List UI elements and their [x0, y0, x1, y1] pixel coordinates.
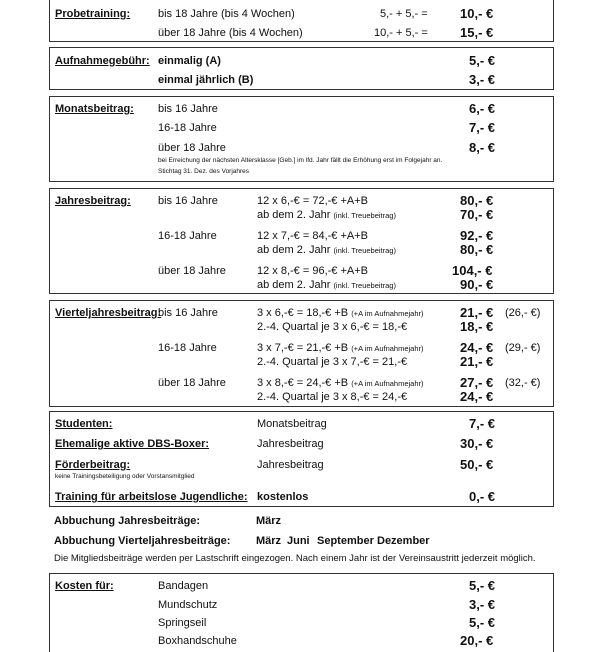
row-label: Förderbeitrag:	[55, 459, 131, 471]
calc-second-year-text: ab dem 2. Jahr	[257, 209, 331, 221]
calc-second-year-text: ab dem 2. Jahr	[257, 244, 331, 256]
age-group: 16-18 Jahre	[158, 230, 217, 242]
row-calc: 10,- + 5,- =	[374, 27, 428, 39]
admission-note: (+A im Aufnahmejahr)	[351, 309, 424, 318]
alt-price: (26,- €)	[505, 307, 541, 319]
section-label: Probetraining:	[55, 8, 131, 20]
debit-quarterly-label: Abbuchung Vierteljahresbeiträge:	[54, 535, 231, 547]
debit-annual-value: März	[256, 515, 282, 527]
calc-quarters: 2.-4. Quartal je 3 x 7,-€ = 21,-€	[257, 356, 408, 368]
row-price: 10,- €	[460, 6, 494, 21]
debit-month: September	[317, 535, 374, 547]
probetraining-section	[49, 0, 554, 42]
row-desc: einmal jährlich (B)	[158, 74, 254, 86]
item-name: Bandagen	[158, 580, 209, 592]
monatsbeitrag-section	[49, 96, 554, 182]
section-label: Vierteljahresbeitrag:	[55, 307, 162, 319]
loyalty-note: (inkl. Treuebeitrag)	[333, 211, 396, 220]
row-calc: 5,- + 5,- =	[380, 8, 428, 20]
row-desc: bis 16 Jahre	[158, 103, 218, 115]
row-sub: keine Trainingsbeteiligung oder Vorstansmitglied	[55, 473, 195, 480]
price-quarters: 24,- €	[460, 389, 494, 404]
price-quarters: 18,- €	[460, 319, 494, 334]
item-price: 5,- €	[469, 615, 496, 630]
age-group: bis 16 Jahre	[158, 195, 218, 207]
item-price: 5,- €	[469, 578, 496, 593]
age-note: bei Erreichung der nächsten Altersklasse [Geb.] im lfd. Jahr fällt die Erhöhung erst im Folgejahr an.	[158, 157, 443, 164]
row-price: 8,- €	[469, 140, 496, 155]
row-price: 3,- €	[469, 72, 496, 87]
price: 24,- €	[460, 340, 494, 355]
row-price: 6,- €	[469, 101, 496, 116]
kosten-section	[49, 573, 554, 652]
item-price: 20,- €	[460, 633, 494, 648]
debit-annual-label: Abbuchung Jahresbeiträge:	[54, 515, 201, 527]
calc-second-year-text: ab dem 2. Jahr	[257, 279, 331, 291]
price-second-year: 90,- €	[460, 277, 494, 292]
age-group: bis 16 Jahre	[158, 307, 218, 319]
calc-quarters: 2.-4. Quartal je 3 x 8,-€ = 24,-€	[257, 391, 408, 403]
row-price: 50,- €	[460, 457, 494, 472]
row-price: 7,- €	[469, 120, 496, 135]
row-price: 5,- €	[469, 53, 496, 68]
debit-month: Juni	[287, 535, 310, 547]
calc-quarters: 2.-4. Quartal je 3 x 6,-€ = 18,-€	[257, 321, 408, 333]
item-name: Mundschutz	[158, 599, 218, 611]
calc-second-year	[257, 279, 396, 292]
row-desc: bis 18 Jahre (bis 4 Wochen)	[158, 8, 295, 20]
item-name: Boxhandschuhe	[158, 635, 237, 647]
row-desc: Jahresbeitrag	[257, 459, 324, 471]
cutoff-note: Stichtag 31. Dez. des Vorjahres	[158, 168, 250, 175]
calc	[257, 307, 424, 320]
item-name: Springseil	[158, 617, 207, 629]
row-desc: kostenlos	[257, 491, 309, 503]
price-second-year: 80,- €	[460, 242, 494, 257]
debit-month: März	[256, 535, 282, 547]
row-price: 7,- €	[469, 416, 496, 431]
calc-second-year	[257, 244, 396, 257]
row-desc: über 18 Jahre (bis 4 Wochen)	[158, 27, 303, 39]
row-desc: Jahresbeitrag	[257, 438, 324, 450]
alt-price: (29,- €)	[505, 342, 541, 354]
price: 80,- €	[460, 193, 494, 208]
row-label: Ehemalige aktive DBS-Boxer:	[55, 438, 210, 450]
row-label: Studenten:	[55, 418, 113, 430]
calc	[257, 377, 424, 390]
age-group: über 18 Jahre	[158, 265, 226, 277]
debit-note: Die Mitgliedsbeiträge werden per Lastschrift eingezogen. Nach einem Jahr ist der Vereinsaustritt jederzeit möglich.	[54, 553, 536, 564]
calc-text: 3 x 6,-€ = 18,-€ +B	[257, 307, 349, 319]
calc: 12 x 8,-€ = 96,-€ +A+B	[257, 265, 368, 277]
section-label: Monatsbeitrag:	[55, 103, 134, 115]
alt-price: (32,- €)	[505, 377, 541, 389]
admission-note: (+A im Aufnahmejahr)	[351, 344, 424, 353]
loyalty-note: (inkl. Treuebeitrag)	[333, 281, 396, 290]
price: 27,- €	[460, 375, 494, 390]
row-desc: 16-18 Jahre	[158, 122, 217, 134]
section-label: Aufnahmegebühr:	[55, 55, 150, 67]
row-desc: einmalig (A)	[158, 55, 221, 67]
age-group: über 18 Jahre	[158, 377, 226, 389]
row-label: Training für arbeitslose Jugendliche:	[55, 491, 248, 503]
jahresbeitrag-section	[49, 188, 554, 294]
price-quarters: 21,- €	[460, 354, 494, 369]
calc-text: 3 x 7,-€ = 21,-€ +B	[257, 342, 349, 354]
calc-text: 3 x 8,-€ = 24,-€ +B	[257, 377, 349, 389]
price: 92,- €	[460, 228, 494, 243]
row-price: 30,- €	[460, 436, 494, 451]
calc	[257, 342, 424, 355]
row-price: 0,- €	[469, 489, 496, 504]
price: 21,- €	[460, 305, 494, 320]
row-desc: über 18 Jahre	[158, 142, 226, 154]
vierteljahresbeitrag-section	[49, 300, 554, 407]
row-price: 15,- €	[460, 25, 494, 40]
calc: 12 x 7,-€ = 84,-€ +A+B	[257, 230, 368, 242]
admission-note: (+A im Aufnahmejahr)	[351, 379, 424, 388]
item-price: 3,- €	[469, 597, 496, 612]
age-group: 16-18 Jahre	[158, 342, 217, 354]
calc: 12 x 6,-€ = 72,-€ +A+B	[257, 195, 368, 207]
debit-month: Dezember	[377, 535, 430, 547]
row-desc: Monatsbeitrag	[257, 418, 327, 430]
misc-section	[49, 411, 554, 507]
section-label: Jahresbeitrag:	[55, 195, 131, 207]
price-second-year: 70,- €	[460, 207, 494, 222]
calc-second-year	[257, 209, 396, 222]
section-label: Kosten für:	[55, 580, 114, 592]
aufnahme-section	[49, 47, 554, 90]
loyalty-note: (inkl. Treuebeitrag)	[333, 246, 396, 255]
price: 104,- €	[452, 263, 493, 278]
